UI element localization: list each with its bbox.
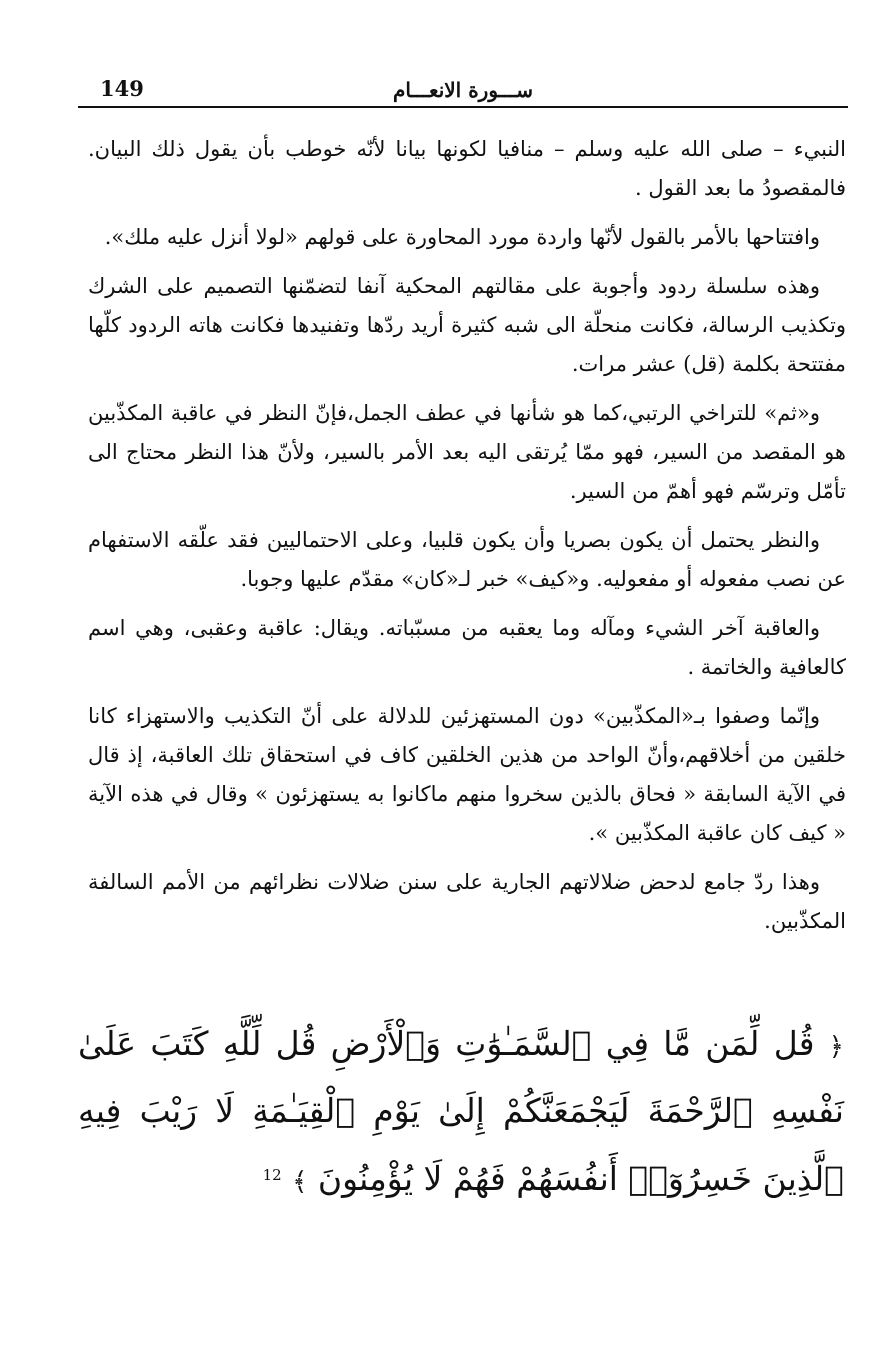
page-number: 149: [100, 76, 144, 101]
paragraph: والعاقبة آخر الشيء ومآله وما يعقبه من مسبّباته. ويقال: عاقبة وعقبى، وهي اسم كالعافية والخاتمة .: [88, 616, 846, 679]
paragraph: النبيء – صلى الله عليه وسلم – منافيا لكونها بيانا لأنّه خوطب بأن يقول ذلك البيان. فالمقصودُ ما بعد القول .: [88, 137, 846, 200]
header-rule: [78, 106, 848, 108]
paragraph: وإنّما وصفوا بـ«المكذّبين» دون المستهزئين للدلالة على أنّ التكذيب والاستهزاء كانا خلقين من أخلاقهم،وأنّ الواحد من هذين الخلقين كاف في استحقاق تلك العاقبة، إذ قال في الآية السابقة « فحاق بالذين سخروا منهم ماكانوا به يستهزئون » وقال في هذه الآية « كيف كان عاقبة المكذّبين ».: [88, 704, 846, 845]
verse-text: قُل لِّمَن مَّا فِي ٱلسَّمَـٰوَٰتِ وَٱلْأَرْضِ قُل لِّلَّهِ كَتَبَ عَلَىٰ نَفْسِهِ ٱلرَّحْمَةَ لَيَجْمَعَنَّكُمْ إِلَىٰ يَوْمِ ٱلْقِيَـٰمَةِ لَا رَيْبَ فِيهِ ٱلَّذِينَ خَسِرُوٓا۟ أَنفُسَهُمْ فَهُمْ لَا يُؤْمِنُونَ: [78, 1024, 844, 1198]
paragraph: وهذه سلسلة ردود وأجوبة على مقالتهم المحكية آنفا لتضمّنها التصميم على الشرك وتكذيب الرسالة، فكانت منحلّة الى شبه كثيرة أريد ردّها وتفنيدها فكانت هاته الردود كلّها مفتتحة بكلمة (قل) عشر مرات.: [88, 274, 846, 376]
quran-verse: [78, 1012, 844, 1214]
verse-number: 12: [262, 1166, 282, 1184]
paragraph: والنظر يحتمل أن يكون بصريا وأن يكون قلبيا، وعلى الاحتماليين فقد علّقه الاستفهام عن نصب مفعوله أو مفعوليه. و«كيف» خبر لـ«كان» مقدّم عليها وجوبا.: [88, 528, 846, 591]
verse-open-mark: ﴿: [828, 1032, 844, 1062]
paragraph: و«ثم» للتراخي الرتبي،كما هو شأنها في عطف الجمل،فإنّ النظر في عاقبة المكذّبين هو المقصد من السير، فهو ممّا يُرتقى اليه بعد الأمر بالسير، ولأنّ هذا النظر محتاج الى تأمّل وترسّم فهو أهمّ من السير.: [88, 401, 846, 503]
verse-close-mark: ﴾: [292, 1167, 308, 1197]
paragraph: وهذا ردّ جامع لدحض ضلالاتهم الجارية على سنن ضلالات نظرائهم من الأمم السالفة المكذّبين.: [88, 870, 846, 933]
paragraph: وافتتاحها بالأمر بالقول لأنّها واردة مورد المحاورة على قولهم «لولا أنزل عليه ملك».: [104, 225, 820, 249]
commentary-text: [88, 130, 846, 951]
page-header: [78, 74, 848, 108]
surah-title: ســـورة الانعـــام: [393, 78, 533, 102]
